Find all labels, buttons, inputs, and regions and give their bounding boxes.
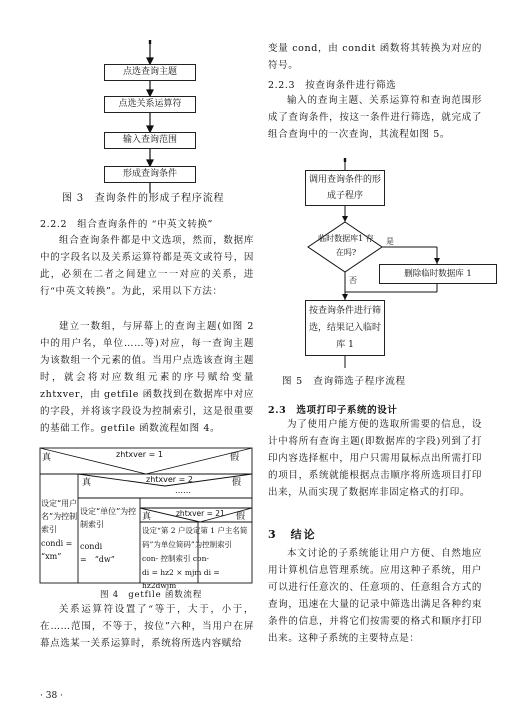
flow-label-yes: 是 xyxy=(386,237,394,246)
page-number: · 38 · xyxy=(40,691,63,701)
section-2-2-3-paragraph: 输入的查询主题、关系运算符和查询范围形成了查询条件，按这一条件进行筛选，就完成了组合查询中的一次查询，其流程如图 5。 xyxy=(268,95,482,140)
fig4-condi-dw: condi = “dw” xyxy=(80,542,115,564)
section-3-paragraph: 本文讨论的子系统能让用户方便、自然地应用计算机信息管理系统。应用这种子系统，用户可以进行任意次的、任意项的、任意组合方式的查询，迅速在大量的记录中筛选出满足各种约束条件的信息，并将它们按需要的格式和顺序打印出来。这种子系统的主要特点是： xyxy=(268,548,482,644)
fig4-cond-3: zhtxver = 21 xyxy=(176,509,225,518)
figure-4-caption: 图 4 getfile 函数流程 xyxy=(100,590,203,600)
fig4-false-1: 假 xyxy=(230,453,240,463)
fig4-condi-xm: condi = “xm” xyxy=(41,539,73,561)
fig4-false-2: 假 xyxy=(232,478,242,488)
section-2-2-2-paragraph-2: 建立一数组，与屏幕上的查询主题(如图 2 中的用户名，单位……等)对应，每一查询主题为该数组一个元素的值。当用户点选该查询主题时，就会将对应数组元素的序号赋给变量 zhtxver，由 getfile 函数找到在数据库中对应的字段，并将该字段设为控制索引，这是很重要的基础工作。getfile 函数流程如图 4。 xyxy=(40,321,254,434)
figure-5-caption: 图 5 查询筛选子程序流程 xyxy=(282,376,406,387)
flow-box-delete-temp-db: 删除临时数据库 1 xyxy=(379,264,497,284)
fig4-true-1: 真 xyxy=(42,453,52,463)
fig4-true-3: 真 xyxy=(142,512,152,522)
paragraph-operators: 关系运算符设置了“等于，大于，小于，在……范围，不等于，按位”六种，当用户在屏幕点选某一关系运算时，系统将所选内容赋给 xyxy=(40,604,254,649)
flow-box-select-operator: 点选关系运算符 xyxy=(104,96,196,113)
section-2-2-2-heading: 2.2.2 组合查询条件的 “中英文转换” xyxy=(40,219,214,230)
flow-box-select-topic: 点选查询主题 xyxy=(104,64,196,81)
fig4-cond-2: zhtxver = 2 xyxy=(146,475,193,484)
flow-box-filter-records: 按查询条件进行筛选，结果记入临时库 1 xyxy=(305,300,385,356)
fig4-set-username-index: 设定“用户名”为控制索引 xyxy=(41,499,78,534)
fig4-false-3: 假 xyxy=(236,512,246,522)
flow-label-no: 否 xyxy=(349,276,357,285)
section-2-2-3-heading: 2.2.3 按查询条件进行筛选 xyxy=(268,80,397,91)
section-2-3-heading: 2.3 选项打印子系统的设计 xyxy=(268,405,398,416)
right-top-paragraph: 变量 cond，由 condit 函数将其转换为对应的符号。 xyxy=(268,43,482,71)
flow-diamond-temp-db-exists: 临时数据库1 存在吗? xyxy=(318,234,374,257)
flow-box-input-range: 输入查询范围 xyxy=(104,132,196,149)
fig4-true-2: 真 xyxy=(82,478,92,488)
fig4-right-index-text: 设定“第 2 户设定第 1 户主名简码”为单位简码”为控制索引 con- 控制索引 con- xyxy=(142,526,248,563)
fig4-cond-1: zhtxver = 1 xyxy=(116,450,163,459)
flow-box-form-condition: 形成查询条件 xyxy=(104,166,196,183)
section-2-3-paragraph: 为了使用户能方便的选取所需要的信息，设计中将所有查询主题(即数据库的字段)列到了打印内容选择框中，用户只需用鼠标点出所需打印的项目，系统就能根据点击顺序将所选项目打印出来，从而实现了数据库非固定格式的打印。 xyxy=(268,419,482,498)
fig4-right-condi: di = hz2 × mjm di = hz2dwjm xyxy=(142,568,220,590)
figure-3-caption: 图 3 查询条件的形成子程序流程 xyxy=(62,193,225,204)
section-2-2-2-paragraph-1: 组合查询条件都是中文选项，然而，数据库中的字段名以及关系运算符都是英文或符号，因此，必须在二者之间建立一一对应的关系，进行“中英文转换”。为此，采用以下方法： xyxy=(40,235,254,297)
flow-box-call-condition: 调用查询条件的形成子程序 xyxy=(305,170,385,206)
fig4-set-unit-index: 设定“单位”为控制索引 xyxy=(80,507,137,529)
fig4-dots: …… xyxy=(175,486,191,495)
section-3-heading: 3 结论 xyxy=(268,528,317,541)
